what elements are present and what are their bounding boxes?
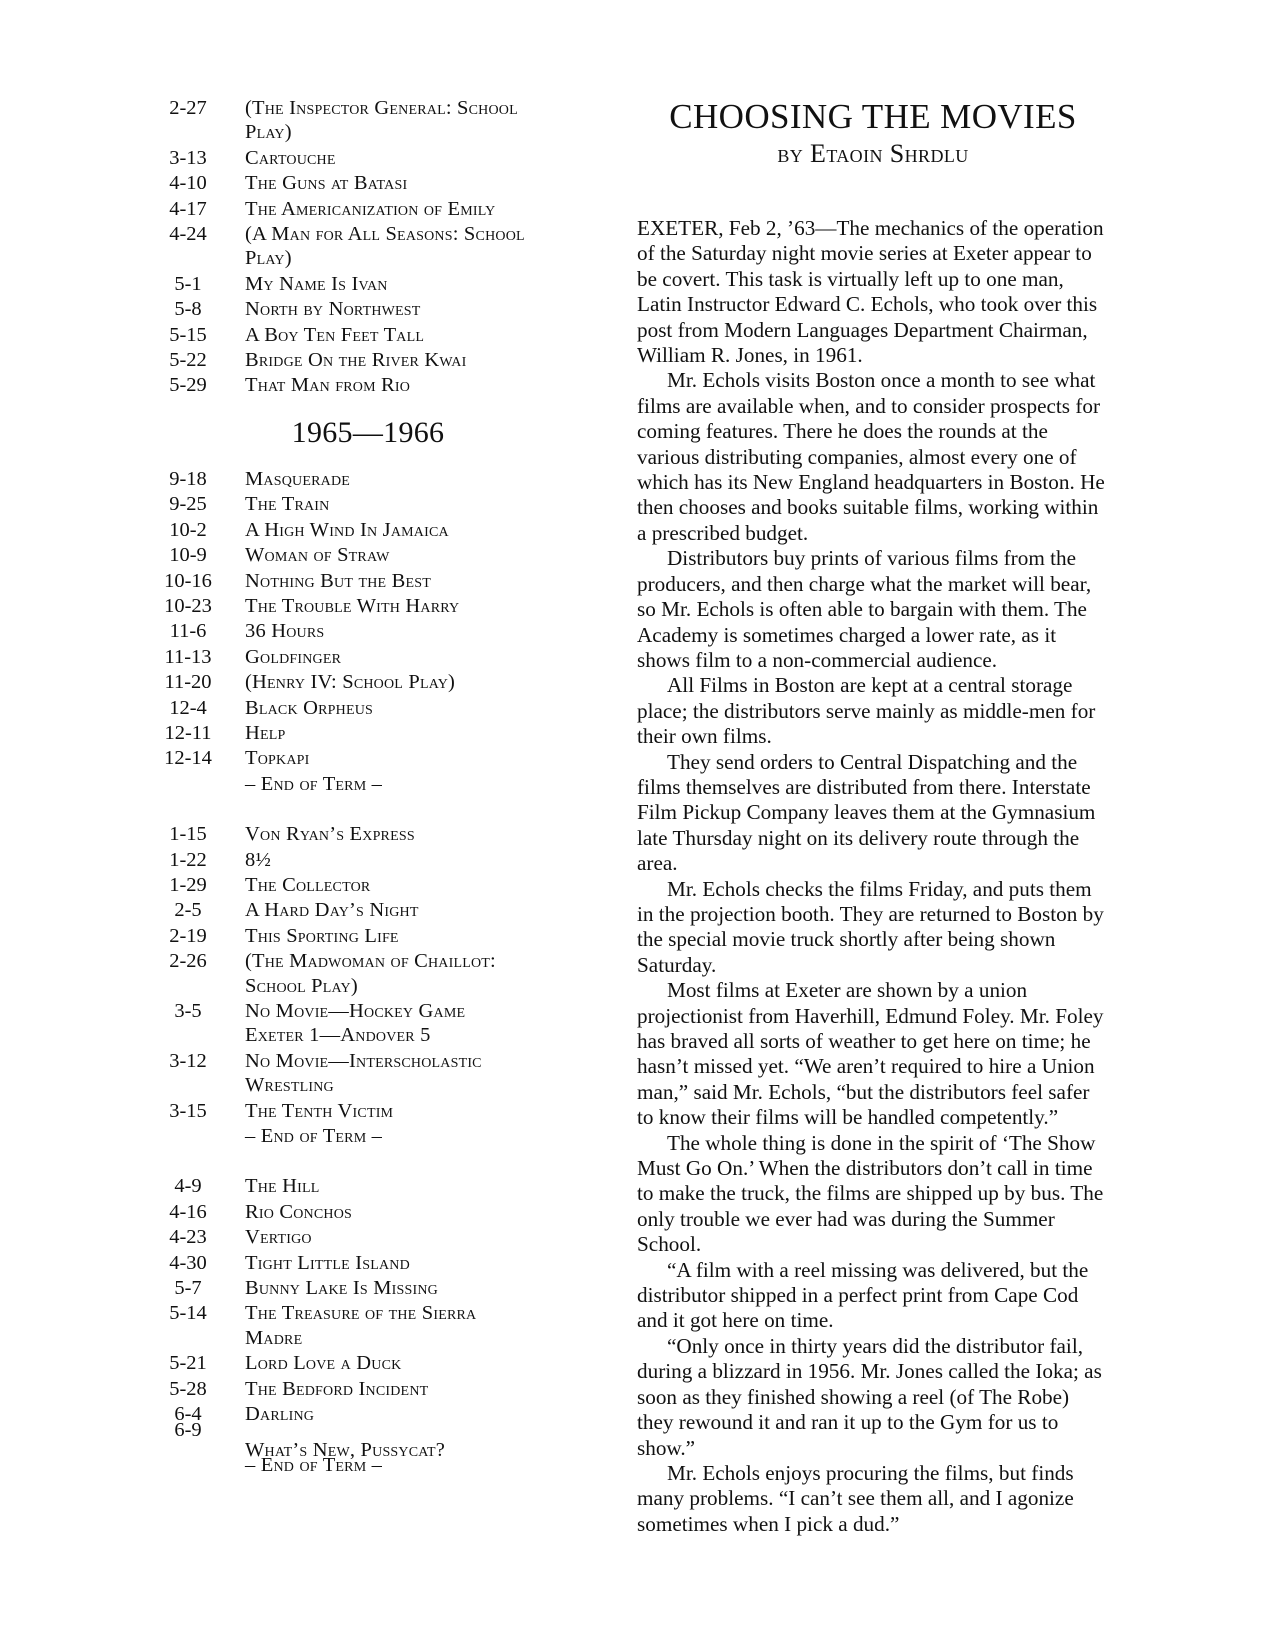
schedule-date: 9-25 bbox=[169, 493, 207, 516]
article-paragraph: “A film with a reel missing was delivered, but the distributor shipped in a perfect print from Cape Cod and it got here on time. bbox=[637, 1257, 1089, 1333]
article-paragraph: Most films at Exeter are shown by a union projectionist from Haverhill, Edmund Foley. Mr. Foley has braved all sorts of weather to get here on time; he hasn’t missed yet. “We aren’t required to hire a Union man,” said Mr. Echols, “but the distributors feel safer to know their films will be handled competently.” bbox=[637, 978, 1104, 1130]
schedule-date: 1-15 bbox=[169, 823, 207, 846]
schedule-row bbox=[138, 297, 578, 321]
schedule-row bbox=[138, 467, 578, 491]
schedule-title: No Movie—Hockey Game Exeter 1—Andover 5 bbox=[238, 999, 578, 1048]
schedule-title: A High Wind In Jamaica bbox=[245, 518, 449, 541]
article-paragraph: EXETER, Feb 2, ’63—The mechanics of the operation of the Saturday night movie series at Exeter appear to be covert. This task is virtually left up to one man, Latin Instructor Edward C. Echols, who took over this post from Modern Languages Department Chairman, William R. Jones, in 1961. bbox=[637, 216, 1104, 368]
article-paragraph: Mr. Echols visits Boston once a month to see what films are available when, and to consider prospects for coming features. There he does the rounds at the various distributing companies, almost every one of which has its New England headquarters in Boston. He then chooses and books suitable films, working within a prescribed budget. bbox=[637, 368, 1105, 545]
schedule-date: 5-7 bbox=[174, 1277, 202, 1300]
schedule-row bbox=[138, 1377, 578, 1401]
schedule-date: 11-6 bbox=[169, 620, 207, 643]
schedule-row bbox=[138, 670, 578, 694]
schedule-title: The Trouble With Harry bbox=[245, 594, 460, 617]
schedule-date: 5-22 bbox=[169, 349, 207, 372]
schedule-title: My Name Is Ivan bbox=[245, 272, 388, 295]
schedule-date: 4-17 bbox=[169, 197, 207, 220]
schedule-row bbox=[138, 848, 578, 872]
end-of-term-row bbox=[138, 772, 578, 796]
article-paragraph: All Films in Boston are kept at a central storage place; the distributors serve mainly as middle-men for their own films. bbox=[637, 673, 1096, 749]
schedule-title: What’s New, Pussycat? bbox=[245, 1438, 446, 1461]
schedule-date: 2-27 bbox=[169, 97, 207, 119]
schedule-title: The Bedford Incident bbox=[245, 1377, 429, 1400]
schedule-row bbox=[138, 96, 578, 145]
schedule-title: The Tenth Victim bbox=[245, 1099, 394, 1122]
schedule-row bbox=[138, 1351, 578, 1375]
schedule-title-continuation: Play) bbox=[245, 247, 292, 270]
schedule-title-continuation: Wrestling bbox=[245, 1074, 334, 1097]
term-separator bbox=[138, 1149, 578, 1174]
end-of-term-row bbox=[138, 1124, 578, 1148]
schedule-row bbox=[138, 1225, 578, 1249]
schedule-date: 4-24 bbox=[169, 223, 207, 246]
schedule-row bbox=[138, 171, 578, 195]
schedule-date: 10-2 bbox=[169, 518, 207, 541]
schedule-row bbox=[138, 746, 578, 770]
term-separator bbox=[138, 797, 578, 822]
article-byline: by Etaoin Shrdlu bbox=[777, 139, 969, 168]
schedule-row bbox=[138, 898, 578, 922]
schedule-title: This Sporting Life bbox=[245, 924, 399, 947]
schedule-row bbox=[138, 222, 578, 271]
schedule-row bbox=[138, 1418, 578, 1461]
schedule-date: 5-14 bbox=[169, 1302, 207, 1325]
schedule-row bbox=[138, 1251, 578, 1275]
schedule-title: The Train bbox=[245, 493, 330, 516]
schedule-title: (A Man for All Seasons: School Play) bbox=[238, 222, 578, 271]
schedule-date: 9-18 bbox=[169, 467, 207, 490]
schedule-date: 5-1 bbox=[174, 272, 202, 295]
schedule-date: 3-13 bbox=[169, 146, 207, 169]
schedule-title: Rio Conchos bbox=[245, 1200, 353, 1223]
end-of-term-label: – End of Term – bbox=[245, 1453, 383, 1476]
article-paragraph: Mr. Echols checks the films Friday, and puts them in the projection booth. They are returned to Boston by the special movie truck shortly after being shown Saturday. bbox=[637, 876, 1104, 977]
schedule-date: 4-16 bbox=[169, 1200, 207, 1223]
article-paragraph: Mr. Echols enjoys procuring the films, but finds many problems. “I can’t see them all, and I agonize sometimes when I pick a dud.” bbox=[637, 1460, 1074, 1536]
schedule-row bbox=[138, 924, 578, 948]
schedule-title: Woman of Straw bbox=[245, 544, 390, 567]
schedule-row bbox=[138, 492, 578, 516]
schedule-date: 5-29 bbox=[169, 374, 207, 397]
schedule-date: 4-10 bbox=[169, 172, 207, 195]
schedule-row bbox=[138, 949, 578, 998]
schedule-title: No Movie—Interscholastic Wrestling bbox=[238, 1049, 578, 1098]
schedule-title-continuation: Madre bbox=[245, 1326, 303, 1349]
schedule-row bbox=[138, 1174, 578, 1198]
schedule-date: 11-20 bbox=[164, 671, 212, 694]
schedule-title: Bunny Lake Is Missing bbox=[245, 1277, 438, 1300]
schedule-title: 8½ bbox=[245, 848, 272, 871]
schedule-title: A Boy Ten Feet Tall bbox=[245, 323, 425, 346]
schedule-row bbox=[138, 1301, 578, 1350]
schedule-title: Bridge On the River Kwai bbox=[245, 349, 467, 372]
schedule-title: Tight Little Island bbox=[245, 1251, 410, 1274]
schedule-date: 12-4 bbox=[169, 696, 207, 719]
schedule-date: 2-5 bbox=[174, 899, 202, 922]
schedule-date: 1-22 bbox=[169, 848, 207, 871]
schedule-row bbox=[138, 1049, 578, 1098]
schedule-title: Cartouche bbox=[245, 146, 336, 169]
article-paragraph: They send orders to Central Dispatching and the films themselves are distributed from there. Interstate Film Pickup Company leaves them at the Gymnasium late Thursday night on its delivery route through the area. bbox=[637, 749, 1096, 876]
schedule-title: The Guns at Batasi bbox=[245, 172, 408, 195]
end-of-term-label: – End of Term – bbox=[245, 772, 383, 795]
schedule-date: 10-23 bbox=[164, 594, 212, 617]
schedule-row bbox=[138, 146, 578, 170]
schedule-title: Lord Love a Duck bbox=[245, 1352, 402, 1375]
schedule-date: 3-15 bbox=[169, 1099, 207, 1122]
schedule-date: 10-9 bbox=[169, 544, 207, 567]
schedule-title: A Hard Day’s Night bbox=[245, 899, 419, 922]
schedule-title: The Americanization of Emily bbox=[245, 197, 496, 220]
schedule-title: Black Orpheus bbox=[245, 696, 373, 719]
schedule-date: 5-21 bbox=[169, 1352, 207, 1375]
schedule-row bbox=[138, 518, 578, 542]
schedule-date: 5-28 bbox=[169, 1377, 207, 1400]
schedule-title: Topkapi bbox=[245, 747, 310, 770]
schedule-title: Darling bbox=[245, 1403, 315, 1426]
schedule-row bbox=[138, 696, 578, 720]
schedule-date: 12-14 bbox=[164, 747, 212, 770]
schedule-date: 6-9 bbox=[174, 1418, 202, 1441]
schedule-row bbox=[138, 272, 578, 296]
schedule-date: 12-11 bbox=[164, 721, 212, 744]
schedule-title: Goldfinger bbox=[245, 645, 342, 668]
schedule-title: The Treasure of the Sierra Madre bbox=[238, 1301, 578, 1350]
schedule-title: (The Madwoman of Chaillot: School Play) bbox=[238, 949, 578, 998]
schedule-row bbox=[138, 197, 578, 221]
schedule-title: (Henry IV: School Play) bbox=[245, 671, 456, 694]
schedule-title: Vertigo bbox=[245, 1226, 312, 1249]
schedule-block-previous-year bbox=[138, 96, 578, 398]
article-paragraph: The whole thing is done in the spirit of ‘The Show Must Go On.’ When the distributors don’t call in time to make the truck, the films are shipped up by bus. The only trouble we ever had was during the Summer School. bbox=[637, 1130, 1104, 1257]
schedule-row bbox=[138, 721, 578, 745]
schedule-date: 2-19 bbox=[169, 924, 207, 947]
schedule-row bbox=[138, 873, 578, 897]
schedule-row bbox=[138, 1200, 578, 1224]
article-title: CHOOSING THE MOVIES bbox=[669, 97, 1077, 136]
schedule-block-spring-term bbox=[138, 1174, 578, 1477]
movie-schedule-column bbox=[138, 96, 578, 1478]
schedule-date: 11-13 bbox=[164, 645, 212, 668]
schedule-title-continuation: Play) bbox=[245, 121, 292, 144]
schedule-row bbox=[138, 569, 578, 593]
schedule-row bbox=[138, 348, 578, 372]
end-of-term-label: – End of Term – bbox=[245, 1125, 383, 1148]
schedule-title: The Hill bbox=[245, 1175, 320, 1198]
schedule-row bbox=[138, 373, 578, 397]
year-heading: 1965—1966 bbox=[291, 415, 445, 449]
schedule-date: 4-30 bbox=[169, 1251, 207, 1274]
schedule-title: That Man from Rio bbox=[245, 374, 411, 397]
schedule-row bbox=[138, 323, 578, 347]
schedule-title: 36 Hours bbox=[245, 620, 325, 643]
schedule-title: Nothing But the Best bbox=[245, 569, 431, 592]
schedule-row bbox=[138, 999, 578, 1048]
schedule-date: 5-8 bbox=[174, 298, 202, 321]
schedule-date: 3-5 bbox=[174, 1000, 202, 1022]
schedule-date: 2-26 bbox=[169, 950, 207, 973]
schedule-title: (The Inspector General: School Play) bbox=[238, 96, 578, 145]
schedule-title: The Collector bbox=[245, 873, 371, 896]
article-body bbox=[637, 216, 1109, 1537]
schedule-row bbox=[138, 1099, 578, 1123]
schedule-date: 1-29 bbox=[169, 873, 207, 896]
schedule-title: Von Ryan’s Express bbox=[245, 823, 415, 846]
article-column bbox=[637, 96, 1109, 1537]
article-paragraph: “Only once in thirty years did the distributor fail, during a blizzard in 1956. Mr. Jones called the Ioka; as soon as they finished showing a reel (of The Robe) they rewound it and ran it up to the Gym for us to show.” bbox=[637, 1333, 1102, 1460]
schedule-row bbox=[138, 822, 578, 846]
schedule-row bbox=[138, 543, 578, 567]
schedule-row bbox=[138, 1276, 578, 1300]
schedule-title-continuation: School Play) bbox=[245, 974, 358, 997]
schedule-date: 4-23 bbox=[169, 1226, 207, 1249]
schedule-block-winter-term bbox=[138, 822, 578, 1148]
schedule-row bbox=[138, 645, 578, 669]
schedule-date: 3-12 bbox=[169, 1049, 207, 1072]
schedule-title: Help bbox=[245, 721, 286, 744]
schedule-row bbox=[138, 619, 578, 643]
schedule-title: North by Northwest bbox=[245, 298, 421, 321]
schedule-date: 5-15 bbox=[169, 323, 207, 346]
schedule-block-fall-term bbox=[138, 467, 578, 796]
schedule-date: 6-4 bbox=[174, 1403, 202, 1426]
schedule-date: 10-16 bbox=[164, 569, 212, 592]
schedule-date: 4-9 bbox=[174, 1175, 202, 1198]
article-paragraph: Distributors buy prints of various films from the producers, and then charge what the market will bear, so Mr. Echols is often able to bargain with them. The Academy is sometimes charged a lower rate, as it shows film to a non-commercial audience. bbox=[637, 546, 1092, 672]
schedule-title: Masquerade bbox=[245, 467, 351, 490]
schedule-title-continuation: Exeter 1—Andover 5 bbox=[245, 1024, 431, 1047]
schedule-row bbox=[138, 594, 578, 618]
